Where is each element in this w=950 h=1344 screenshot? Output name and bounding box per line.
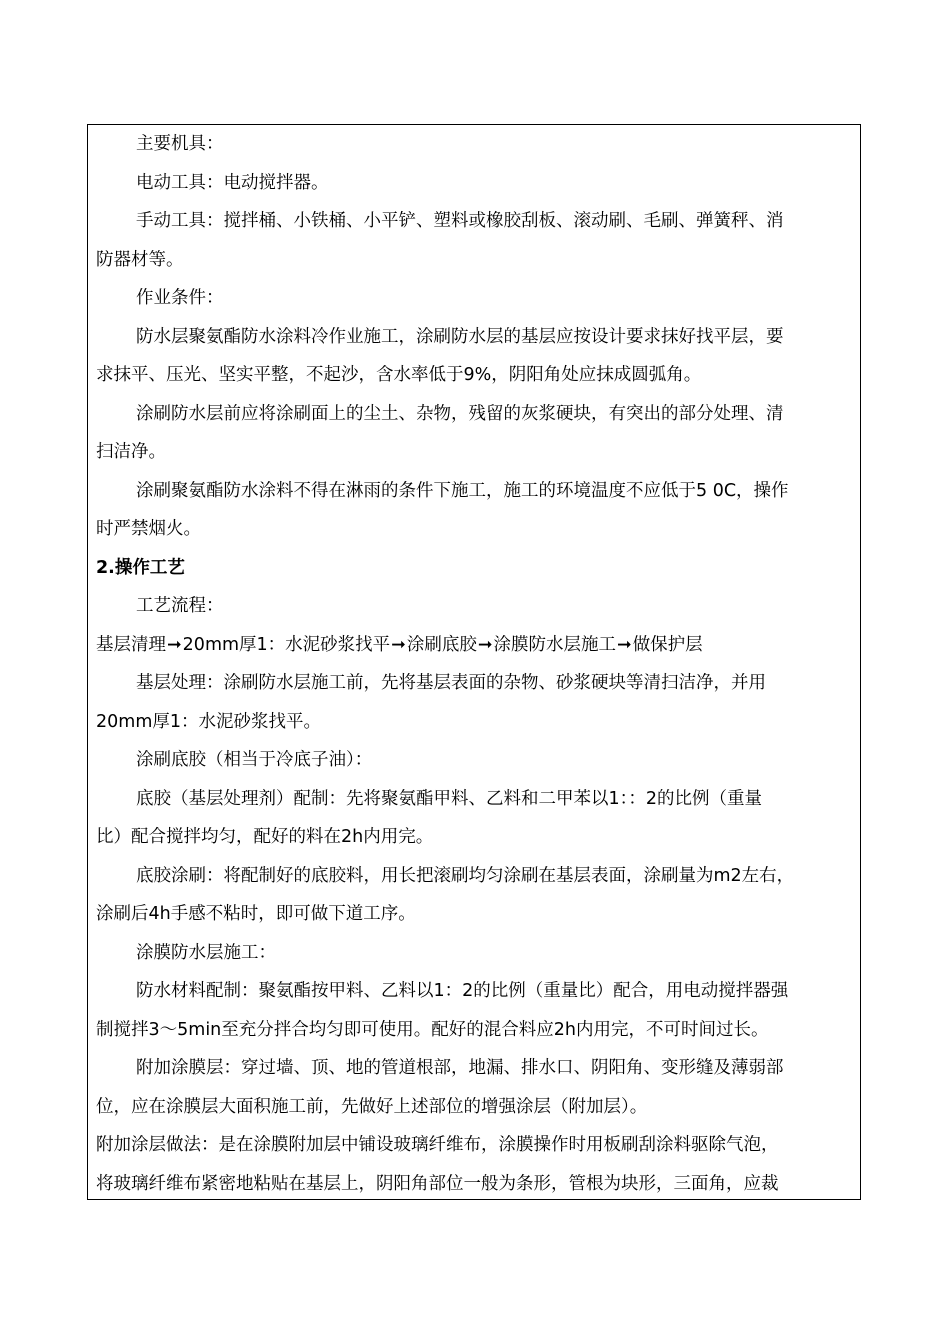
flow-step-3: 涂刷底胶	[406, 634, 477, 655]
flow-step-2: 20mm厚1：水泥砂浆找平	[182, 634, 391, 655]
flow-step-5: 做保护层	[632, 634, 703, 655]
heading-main-tools: 主要机具：	[136, 134, 224, 154]
arrow-icon: ➞	[477, 634, 493, 655]
document-frame	[87, 124, 861, 1200]
text-manual-tools: 手动工具：搅拌桶、小铁桶、小平铲、塑料或橡胶刮板、滚动刷、毛刷、弹簧秤、消	[136, 211, 784, 231]
text-primer-apply-cont: 涂刷后4h手感不粘时，即可做下道工序。	[96, 904, 416, 924]
text-electric-tools: 电动工具：电动搅拌器。	[136, 172, 329, 193]
arrow-icon: ➞	[617, 634, 632, 655]
heading-work-conditions: 作业条件：	[136, 288, 224, 308]
text-primer-mix-cont: 比）配合搅拌均匀，配好的料在2h内用完。	[96, 827, 434, 847]
text-conditions-1: 防水层聚氨酯防水涂料冷作业施工，涂刷防水层的基层应按设计要求抹好找平层，要	[136, 326, 784, 347]
document-content	[96, 125, 854, 1200]
flow-step-1: 基层清理	[96, 634, 166, 655]
text-conditions-3: 涂刷聚氨酯防水涂料不得在淋雨的条件下施工，施工的环境温度不应低于5 0C，操作	[136, 480, 789, 501]
heading-primer: 涂刷底胶（相当于冷底子油）：	[136, 750, 373, 770]
section-heading-operation: 2.操作工艺	[96, 557, 185, 578]
text-conditions-2: 涂刷防水层前应将涂刷面上的尘土、杂物，残留的灰浆硬块，有突出的部分处理、清	[136, 403, 784, 424]
text-additional-layer: 附加涂膜层：穿过墙、顶、地的管道根部，地漏、排水口、阴阳角、变形缝及薄弱部	[136, 1058, 784, 1078]
flow-step-4: 涂膜防水层施工	[493, 634, 617, 655]
text-manual-tools-cont: 防器材等。	[96, 249, 184, 270]
arrow-icon: ➞	[391, 634, 406, 655]
heading-process-flow: 工艺流程：	[136, 596, 224, 616]
text-material-mix: 防水材料配制：聚氨酯按甲料、乙料以1：2的比例（重量比）配合，用电动搅拌器强	[136, 981, 789, 1001]
text-base-treatment: 基层处理：涂刷防水层施工前，先将基层表面的杂物、砂浆硬块等清扫洁净，并用	[136, 673, 766, 693]
text-primer-mix: 底胶（基层处理剂）配制：先将聚氨酯甲料、乙料和二甲苯以1：：2的比例（重量	[136, 788, 763, 809]
heading-membrane: 涂膜防水层施工：	[136, 942, 276, 963]
text-conditions-1-cont: 求抹平、压光、坚实平整，不起沙，含水率低于9%，阴阳角处应抹成圆弧角。	[96, 365, 702, 385]
text-primer-apply: 底胶涂刷：将配制好的底胶料，用长把滚刷均匀涂刷在基层表面，涂刷量为m2左右，	[136, 865, 795, 886]
text-conditions-2-cont: 扫洁净。	[96, 442, 166, 462]
text-conditions-3-cont: 时严禁烟火。	[96, 519, 201, 539]
text-additional-method-cont: 将玻璃纤维布紧密地粘贴在基层上，阴阳角部位一般为条形，管根为块形，三面角，应裁	[96, 1173, 779, 1194]
arrow-icon: ➞	[167, 634, 182, 655]
text-base-treatment-cont: 20mm厚1：水泥砂浆找平。	[96, 711, 321, 732]
text-additional-layer-cont: 位，应在涂膜层大面积施工前，先做好上述部位的增强涂层（附加层）。	[96, 1096, 648, 1117]
text-material-mix-cont: 制搅拌3～5min至充分拌合均匀即可使用。配好的混合料应2h内用完，不可时间过长。	[96, 1019, 769, 1040]
process-flow-line	[96, 626, 854, 665]
text-additional-method: 附加涂层做法：是在涂膜附加层中铺设玻璃纤维布，涂膜操作时用板刷刮涂料驱除气泡，	[96, 1135, 779, 1155]
